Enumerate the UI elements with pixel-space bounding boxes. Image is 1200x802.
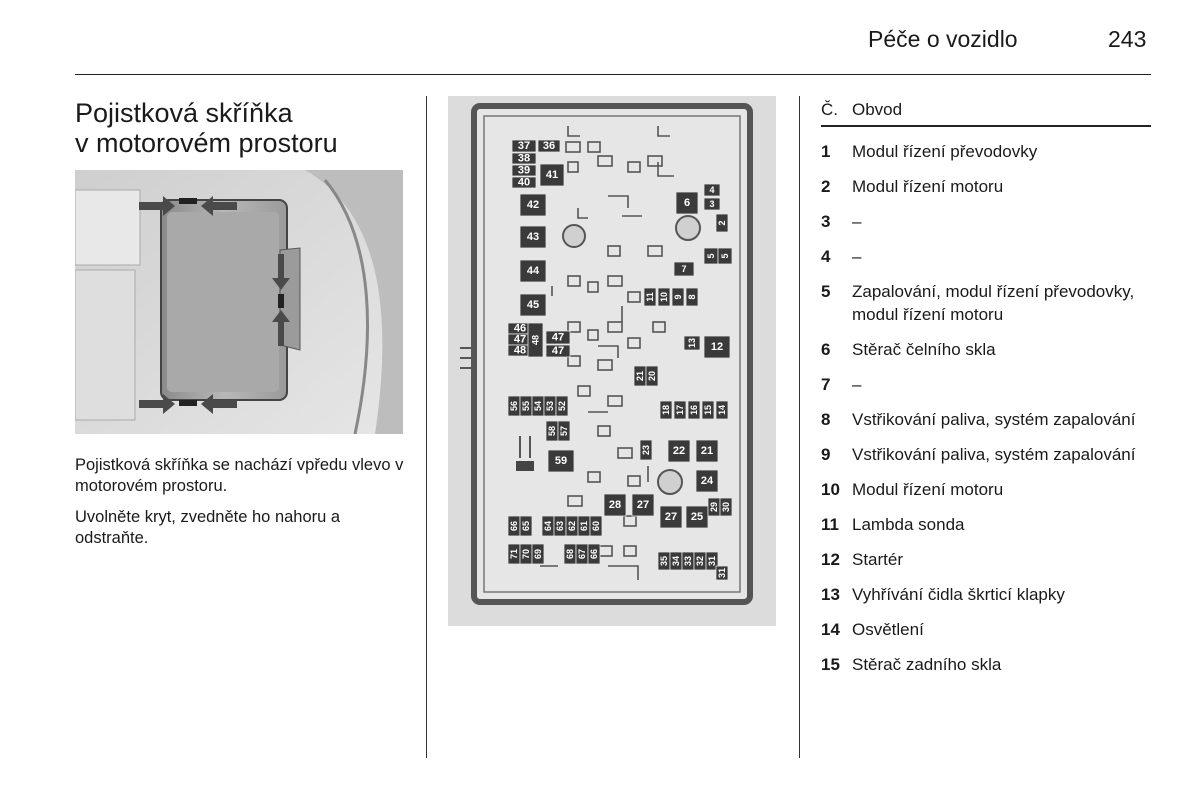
fuse-label: 55 — [521, 400, 531, 412]
fuse-label: 3 — [709, 199, 715, 209]
circuit-name: Zapalování, modul řízení převodovky, modul řízení motoru — [852, 282, 1135, 324]
fuse-label: 61 — [579, 520, 589, 532]
table-row — [821, 141, 1151, 164]
fuse-label: 30 — [721, 501, 731, 513]
fuse-label: 11 — [645, 292, 655, 302]
fuse-label: 43 — [526, 231, 540, 243]
fuse-label: 37 — [517, 140, 531, 152]
fuse-label: 58 — [547, 425, 557, 437]
fuse-label: 46 — [513, 322, 527, 335]
fuse-number: 12 — [821, 549, 840, 569]
fuse-label: 7 — [681, 264, 687, 274]
fuse-label: 13 — [687, 337, 697, 349]
fuse-label: 34 — [671, 555, 681, 567]
circuit-name: Lambda sonda — [852, 514, 965, 534]
fuse-label: 9 — [673, 294, 683, 300]
fuse-label: 53 — [545, 400, 555, 412]
fuse-label: 20 — [647, 370, 657, 382]
table-row — [821, 584, 1151, 607]
fuse-label: 15 — [703, 404, 713, 416]
description-paragraph: Pojistková skříňka se nachází vpředu vlevo v motorovém prostoru. — [75, 456, 404, 495]
table-row — [821, 374, 1151, 397]
fuse-label: 4 — [709, 185, 715, 195]
fuse-label: 41 — [545, 169, 559, 181]
fuse-label: 59 — [554, 455, 568, 467]
table-row — [821, 654, 1151, 677]
fuse-label: 57 — [559, 425, 569, 437]
fuse-label: 68 — [565, 548, 575, 560]
table-row — [821, 281, 1151, 326]
circuit-name: Modul řízení motoru — [852, 479, 1004, 499]
column-divider — [426, 96, 427, 758]
table-row — [821, 409, 1151, 432]
circuit-name: Vyhřívání čidla škrticí klapky — [852, 584, 1065, 604]
section-title-line-1: Pojistková skříňka — [75, 98, 293, 128]
fuse-label: 71 — [509, 548, 519, 560]
fuse-box-diagram — [448, 96, 776, 626]
fuse-number: 15 — [821, 654, 840, 674]
fuse-label: 48 — [530, 334, 541, 346]
circuit-name: Modul řízení převodovky — [852, 142, 1038, 161]
fuse-number: 2 — [821, 177, 831, 196]
section-title-line-2: v motorovém prostoru — [75, 128, 338, 158]
circuit-name: Osvětlení — [852, 619, 924, 639]
page-number: 243 — [1108, 26, 1147, 52]
fuse-label: 16 — [689, 404, 699, 416]
fuse-label: 70 — [521, 548, 531, 560]
fuse-label: 17 — [675, 404, 685, 416]
fuse-label: 27 — [636, 499, 650, 511]
fuse-label: 33 — [683, 555, 693, 567]
fuse-label: 52 — [557, 400, 567, 412]
circuit-name: Vstřikování paliva, systém zapalování — [852, 409, 1136, 429]
table-row — [821, 246, 1151, 269]
fuse-label: 25 — [690, 511, 704, 523]
fuse-label: 24 — [700, 475, 714, 487]
fuse-number: 6 — [821, 339, 831, 359]
circuit-name: – — [852, 247, 862, 266]
fuse-label: 21 — [635, 370, 645, 382]
description-paragraph: Uvolněte kryt, zvedněte ho nahoru a odstraňte. — [75, 508, 341, 547]
fuse-label: 14 — [717, 404, 727, 416]
fuse-number: 11 — [821, 514, 839, 534]
table-row — [821, 339, 1151, 362]
header-rule — [75, 74, 1151, 75]
circuit-name: Modul řízení motoru — [852, 177, 1004, 196]
fuse-label: 64 — [543, 520, 553, 532]
fuse-label: 62 — [567, 520, 577, 532]
fuse-label: 66 — [509, 520, 519, 532]
fuse-number: 7 — [821, 374, 831, 394]
table-body — [821, 141, 1151, 676]
fuse-label: 5 — [720, 253, 730, 259]
fuse-label: 39 — [517, 164, 531, 177]
table-row — [821, 211, 1151, 234]
fuse-label: 31 — [717, 567, 727, 579]
fuse-label: 8 — [687, 294, 697, 300]
fuse-label: 47 — [551, 345, 565, 357]
column-header-number: Č. — [821, 100, 838, 119]
fuse-label: 27 — [664, 511, 678, 523]
table-header — [821, 100, 1151, 127]
fuse-number: 13 — [821, 584, 840, 604]
fuse-number: 5 — [821, 282, 831, 301]
running-header-title: Péče o vozidlo — [868, 26, 1018, 52]
column-header-circuit: Obvod — [852, 100, 903, 119]
fuse-number: 14 — [821, 619, 840, 639]
fuse-label: 29 — [709, 501, 719, 513]
fuse-label: 65 — [521, 520, 531, 532]
circuit-name: – — [852, 374, 862, 394]
fuse-label: 48 — [513, 344, 527, 357]
fuse-label: 35 — [659, 555, 669, 567]
table-row — [821, 619, 1151, 642]
fuse-label: 38 — [517, 152, 531, 165]
fuse-number: 4 — [821, 247, 831, 266]
column-divider — [799, 96, 800, 758]
fuse-label: 23 — [641, 444, 651, 456]
fuse-label: 6 — [683, 197, 691, 209]
fuse-label: 10 — [659, 291, 669, 303]
description — [75, 455, 415, 559]
circuit-name: Vstřikování paliva, systém zapalování — [852, 444, 1136, 464]
circuit-name: – — [852, 212, 862, 231]
fuse-label: 67 — [577, 548, 587, 560]
table-row — [821, 176, 1151, 199]
fuse-label: 45 — [526, 299, 540, 311]
fuse-label: 69 — [533, 548, 543, 560]
fuse-label: 47 — [513, 333, 527, 346]
circuit-name: Stěrač zadního skla — [852, 654, 1002, 674]
fuse-label: 40 — [517, 176, 531, 189]
section-title — [75, 98, 338, 158]
table-row — [821, 479, 1151, 502]
fuse-number: 8 — [821, 409, 831, 429]
fuse-number: 3 — [821, 212, 831, 231]
fuse-number: 1 — [821, 142, 831, 161]
fuse-label: 31 — [707, 555, 717, 567]
fuse-label: 47 — [551, 331, 565, 344]
fuse-label: 60 — [591, 520, 601, 532]
table-row — [821, 549, 1151, 572]
fuse-number: 9 — [821, 444, 831, 464]
fuse-label: 56 — [509, 400, 519, 412]
fuse-label: 12 — [710, 341, 724, 353]
fuse-label: 5 — [706, 253, 716, 259]
fuse-label: 63 — [555, 520, 565, 532]
circuit-name: Startér — [852, 549, 904, 569]
fuse-label: 18 — [661, 404, 671, 416]
fuse-label: 32 — [695, 555, 705, 567]
fuse-box-photo — [75, 170, 403, 434]
fuse-label: 21 — [700, 445, 714, 457]
fuse-label: 54 — [533, 400, 543, 412]
fuse-label: 44 — [526, 265, 540, 277]
fuse-label: 22 — [672, 445, 686, 457]
fuse-table — [821, 100, 1151, 676]
table-row — [821, 444, 1151, 467]
fuse-label: 2 — [717, 220, 727, 226]
fuse-label: 66 — [589, 548, 599, 560]
fuse-label: 42 — [526, 199, 540, 211]
fuse-label: 28 — [608, 499, 622, 511]
fuse-number: 10 — [821, 479, 840, 499]
fuse-label: 36 — [542, 140, 556, 152]
table-row — [821, 514, 1151, 537]
circuit-name: Stěrač čelního skla — [852, 339, 996, 359]
